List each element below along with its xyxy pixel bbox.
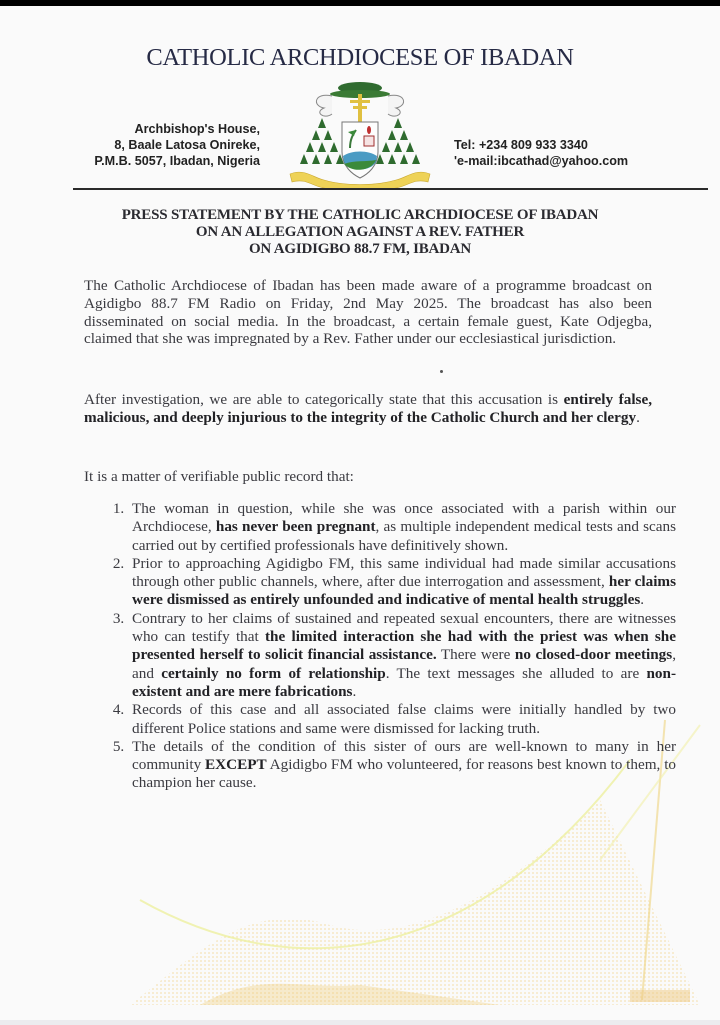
text: The details of the condition of this sister of ours are well-known to many in her community [132,737,676,774]
heading-line: PRESS STATEMENT BY THE CATHOLIC ARCHDIOCESE OF IBADAN [121,207,599,223]
text: , and [132,646,676,682]
stray-mark [440,370,443,373]
heading-line: ON AN ALLEGATION AGAINST A REV. FATHER [195,224,525,240]
address-line: P.M.B. 5057, Ibadan, Nigeria [94,154,260,168]
bold-text: EXCEPT [205,756,267,774]
top-black-bar [0,0,720,6]
bold-text: non-existent and are mere fabrications [132,664,676,700]
text: . [640,591,645,609]
bold-text: has never been pregnant [215,518,376,536]
text: Prior to approaching Agidigbo FM, this same individual had made similar accusations through other public channels, where, after due interrogation and assessment, [132,554,676,591]
list-item [128,610,676,701]
bold-text: entirely false, malicious, and deeply injurious to the integrity of the Catholic Church and her clergy [84,391,652,426]
text: . [636,408,640,426]
list-item [128,701,676,738]
list-item [128,555,676,610]
email: 'e-mail:ibcathad@yahoo.com [454,154,629,168]
paragraph-record-intro: It is a matter of verifiable public record that: [84,468,354,485]
text: There were [436,646,515,664]
heading-line: ON AGIDIGBO 88.7 FM, IBADAN [248,241,472,257]
statement-heading [60,207,660,258]
bold-text: no closed-door meetings [514,646,673,664]
header-divider [73,188,708,190]
text: Contrary to her claims of sustained and repeated sexual encounters, there are witnesses who can testify that [132,609,676,646]
paragraph-intro: The Catholic Archdiocese of Ibadan has been made aware of a programme broadcast on Agidigbo 88.7 FM Radio on Friday, 2nd May 2025. The broadcast has also been disseminated on social media. In the broadcast, a certain female guest, Kate Odjegba, claimed that she was impregnated by a Rev. Father under our ecclesiastical jurisdiction. [84,277,652,348]
text: The woman in question, while she was once associated with a parish within our Archdiocese, [132,500,676,536]
list-item [128,738,676,793]
text: Records of this case and all associated false claims were initially handled by two different Police stations and same were dismissed for lacking truth. [132,701,676,737]
coat-of-arms-icon [284,78,436,190]
bottom-edge [0,1020,720,1025]
text: . The text messages she alluded to are [385,664,647,682]
text: Agidigbo FM who volunteered, for reasons best known to them, to champion her cause. [132,756,677,792]
address-block [60,121,260,169]
text: After investigation, we are able to categorically state that this accusation is [84,391,564,408]
letterhead-title: CATHOLIC ARCHDIOCESE OF IBADAN [146,44,574,71]
address-line: 8, Baale Latosa Onireke, [114,138,260,152]
list-item [128,500,676,555]
bold-text: her claims were dismissed as entirely unfounded and indicative of mental health struggles [132,573,676,609]
text: , as multiple independent medical tests and scans carried out by certified professionals have definitively shown. [132,518,677,554]
contact-block [454,137,694,169]
bold-text: certainly no form of relationship [161,664,386,682]
address-line: Archbishop's House, [134,122,260,136]
text: . [352,682,357,700]
telephone: Tel: +234 809 933 3340 [454,138,588,152]
paragraph-finding [84,391,652,427]
facts-list [104,500,676,793]
bold-text: the limited interaction she had with the priest was when she presented herself to solicit financial assistance. [132,628,676,664]
